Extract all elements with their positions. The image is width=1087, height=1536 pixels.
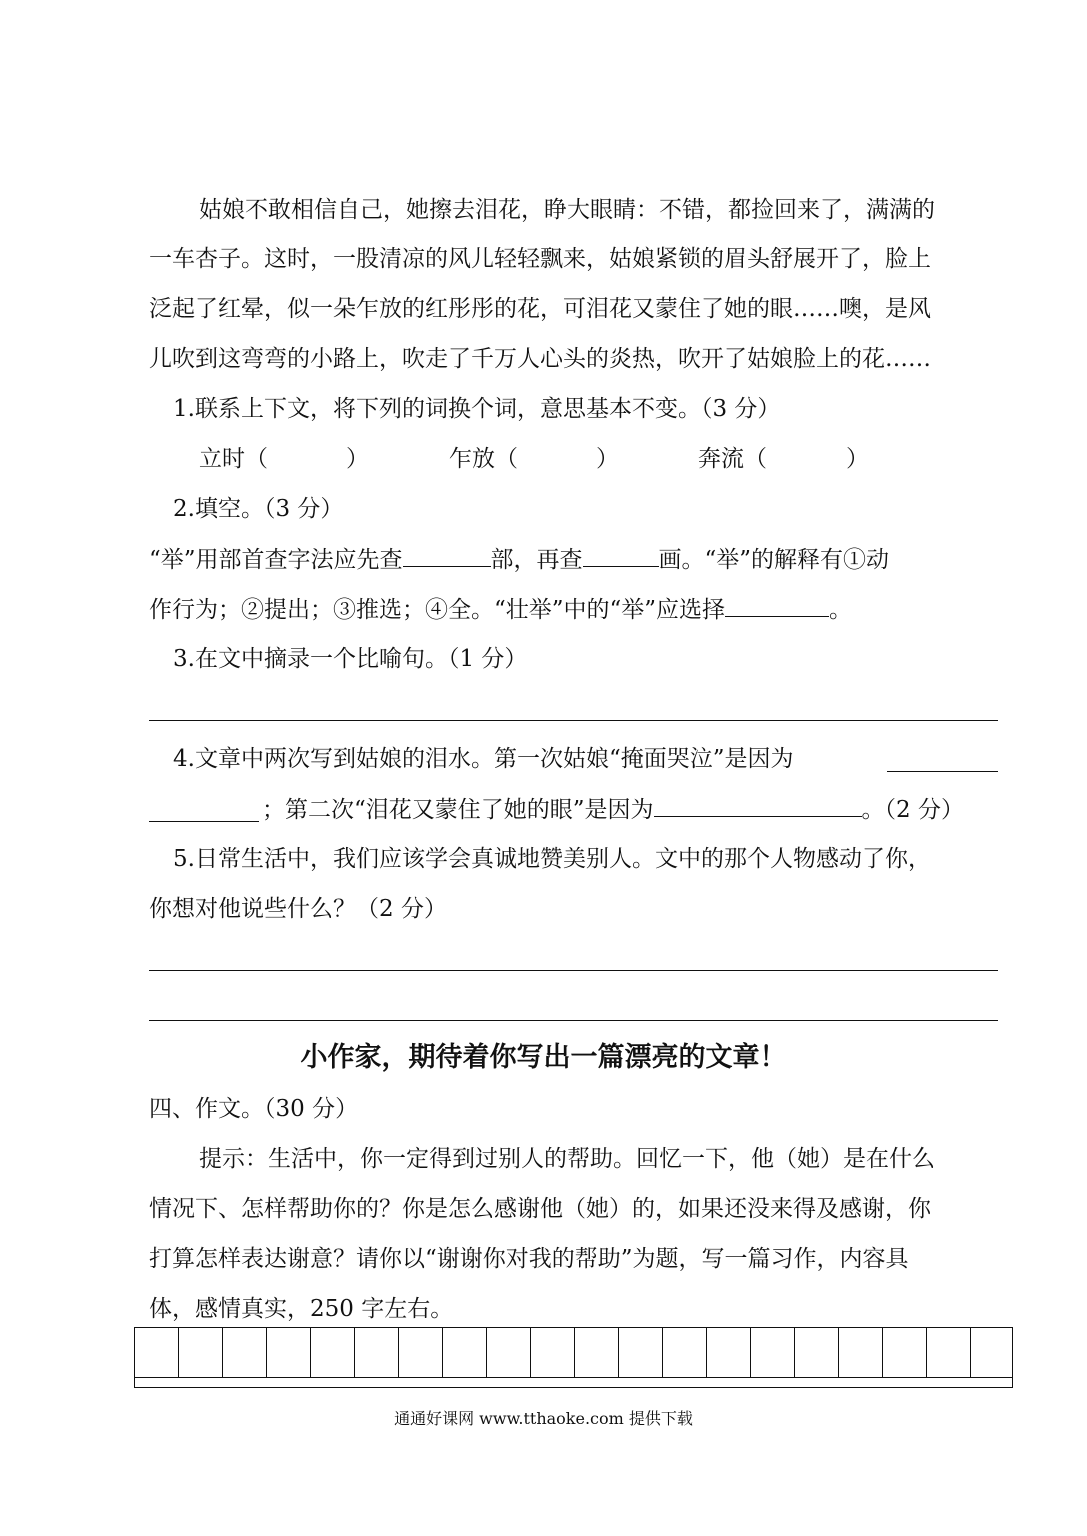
q2-text: 部，再查 xyxy=(490,547,583,573)
grid-cell[interactable] xyxy=(575,1328,619,1377)
q2-text: 画。“举”的解释有①动 xyxy=(658,547,890,573)
grid-cell[interactable] xyxy=(399,1328,443,1377)
question-3-prompt: 3.在文中摘录一个比喻句。（1 分） xyxy=(173,646,528,672)
q2-text: “举”用部首查字法应先查 xyxy=(149,547,403,573)
grid-cell[interactable] xyxy=(443,1328,487,1377)
q2-blank-radical[interactable] xyxy=(403,544,491,567)
grid-bottom-rule xyxy=(135,1377,1012,1378)
grid-cell[interactable] xyxy=(839,1328,883,1377)
q4-text: 。（2 分） xyxy=(861,797,964,823)
grid-cell[interactable] xyxy=(927,1328,971,1377)
hint-line: 情况下、怎样帮助你的？你是怎么感谢他（她）的，如果还没来得及感谢，你 xyxy=(149,1196,931,1222)
question-2-line-2 xyxy=(149,594,852,625)
q3-answer-line[interactable] xyxy=(149,720,998,721)
q5-answer-line-1[interactable] xyxy=(149,970,998,971)
q4-text: ；第二次“泪花又蒙住了她的眼”是因为 xyxy=(262,797,654,823)
section-4-title: 四、作文。（30 分） xyxy=(149,1096,359,1122)
grid-cell[interactable] xyxy=(663,1328,707,1377)
passage-line: 儿吹到这弯弯的小路上，吹走了千万人心头的炎热，吹开了姑娘脸上的花…… xyxy=(149,346,931,372)
q1-word-benliu-close: ） xyxy=(846,446,869,472)
question-2-line-1 xyxy=(149,544,889,575)
q4-blank-first-b[interactable] xyxy=(149,799,259,822)
q4-blank-second[interactable] xyxy=(654,794,862,817)
composition-grid[interactable] xyxy=(134,1327,1013,1388)
q1-word-shishi-open: 立时（ xyxy=(199,446,268,472)
page-footer: 通通好课网 www.tthaoke.com 提供下载 xyxy=(394,1409,693,1428)
q4-blank-first-a[interactable] xyxy=(887,749,998,772)
grid-cell[interactable] xyxy=(311,1328,355,1377)
q1-word-zhafang-close: ） xyxy=(596,446,619,472)
grid-cell[interactable] xyxy=(223,1328,267,1377)
passage-line: 泛起了红晕，似一朵乍放的红彤彤的花，可泪花又蒙住了她的眼……噢，是风 xyxy=(149,296,931,322)
q5-answer-line-2[interactable] xyxy=(149,1020,998,1021)
hint-line: 提示：生活中，你一定得到过别人的帮助。回忆一下，他（她）是在什么 xyxy=(199,1146,935,1172)
grid-cell[interactable] xyxy=(707,1328,751,1377)
q1-word-benliu-open: 奔流（ xyxy=(698,446,767,472)
grid-cell[interactable] xyxy=(883,1328,927,1377)
question-2-prompt: 2.填空。（3 分） xyxy=(173,496,344,522)
hint-line: 体，感情真实，250 字左右。 xyxy=(149,1296,454,1322)
q2-blank-strokes[interactable] xyxy=(583,544,659,567)
question-5-line-1: 5.日常生活中，我们应该学会真诚地赞美别人。文中的那个人物感动了你， xyxy=(173,846,931,872)
q2-blank-meaning[interactable] xyxy=(725,594,829,617)
q2-text: 作行为；②提出；③推选；④全。“壮举”中的“举”应选择 xyxy=(149,597,726,623)
passage-line: 姑娘不敢相信自己，她擦去泪花，睁大眼睛：不错，都捡回来了，满满的 xyxy=(199,197,935,223)
q1-word-zhafang-open: 乍放（ xyxy=(449,446,518,472)
grid-cell[interactable] xyxy=(795,1328,839,1377)
q1-word-shishi-close: ） xyxy=(346,446,369,472)
passage-line: 一车杏子。这时，一股清凉的风儿轻轻飘来，姑娘紧锁的眉头舒展开了，脸上 xyxy=(149,246,931,272)
grid-cell[interactable] xyxy=(531,1328,575,1377)
grid-cell[interactable] xyxy=(487,1328,531,1377)
grid-cell[interactable] xyxy=(267,1328,311,1377)
question-4-line-2 xyxy=(262,794,964,825)
question-4-line-1: 4.文章中两次写到姑娘的泪水。第一次姑娘“掩面哭泣”是因为 xyxy=(173,746,794,772)
grid-cell[interactable] xyxy=(971,1328,1014,1377)
question-1-prompt: 1.联系上下文，将下列的词换个词，意思基本不变。（3 分） xyxy=(173,396,781,422)
grid-cell[interactable] xyxy=(135,1328,179,1377)
encouragement-heading: 小作家，期待着你写出一篇漂亮的文章！ xyxy=(300,1042,787,1073)
hint-line: 打算怎样表达谢意？请你以“谢谢你对我的帮助”为题，写一篇习作，内容具 xyxy=(149,1246,909,1272)
grid-cell[interactable] xyxy=(179,1328,223,1377)
grid-cell[interactable] xyxy=(619,1328,663,1377)
grid-cell[interactable] xyxy=(751,1328,795,1377)
question-5-line-2: 你想对他说些什么？（2 分） xyxy=(149,896,447,922)
grid-cell[interactable] xyxy=(355,1328,399,1377)
q2-text: 。 xyxy=(829,597,853,623)
